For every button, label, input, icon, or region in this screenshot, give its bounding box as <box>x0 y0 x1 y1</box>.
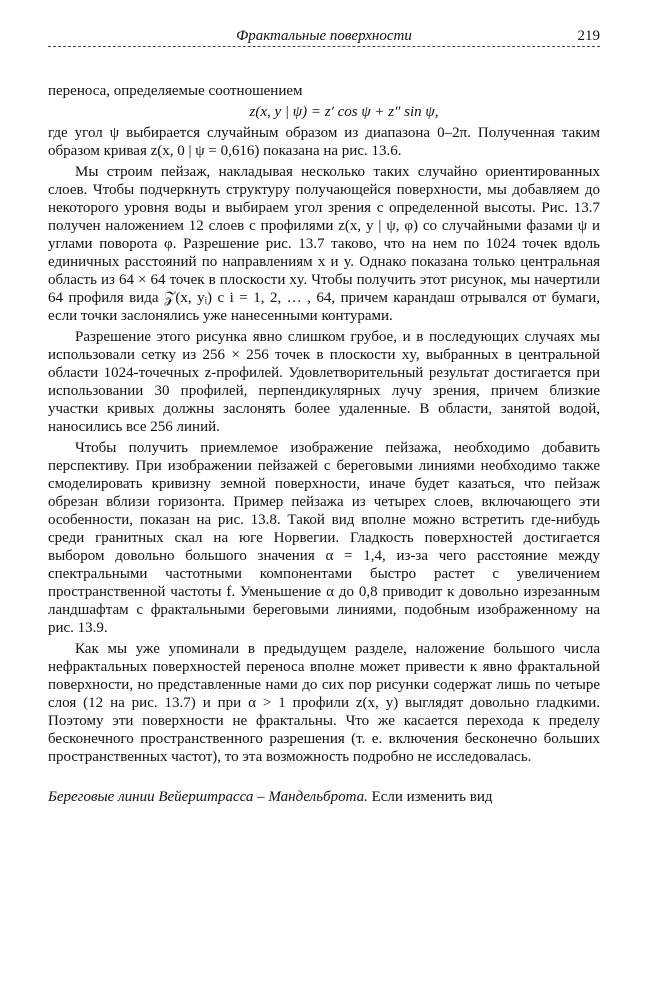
header-title: Фрактальные поверхности <box>48 28 600 45</box>
formula: z(x, y | ψ) = z′ cos ψ + z″ sin ψ, <box>249 104 439 120</box>
paragraph: Разрешение этого рисунка явно слишком грубое, и в последующих случаях мы использовали сетку из 256 × 256 точек в плоскости xy, выбранных в центральной области 1024-точечных z-профилей. Удовлетворительный результат достигается при использовании 30 профилей, перпендикулярных лучу зрения, причем близкие участки кривых должны заслонять более удаленные. В области, занятой водой, наносились все 256 линий. <box>48 329 600 435</box>
section-text: Если изменить вид <box>367 789 493 805</box>
body-text <box>48 82 600 809</box>
paragraph: Чтобы получить приемлемое изображение пейзажа, необходимо добавить перспективу. При изображении пейзажей с береговыми линиями необходимо также смоделировать кривизну земной поверхности, иначе будет казаться, что пейзаж обрезан вблизи горизонта. Пример пейзажа из четырех слоев, включающего эти особенности, показан на рис. 13.8. Такой вид вполне можно встретить где-нибудь среди гранитных скал на юге Норвегии. Гладкость поверхностей достигается выбором довольно большого значения α = 1,4, из-за чего расстояние между спектральными частотными компонентами быстро растет с увеличением пространственной частоты f. Уменьшение α до 0,8 приводит к довольно изрезанным ландшафтам с фрактальными береговыми линиями, подобным изображенному на рис. 13.9. <box>48 440 600 636</box>
page-number: 219 <box>572 28 601 45</box>
header-rule <box>48 46 600 47</box>
paragraph: где угол ψ выбирается случайным образом из диапазона 0–2π. Полученная таким образом кривая z(x, 0 | ψ = 0,616) показана на рис. 13.6. <box>48 125 600 159</box>
section-run-in-heading: Береговые линии Вейерштрасса – Мандельброта. <box>48 789 368 805</box>
paragraph: Как мы уже упоминали в предыдущем разделе, наложение большого числа нефрактальных поверхностей переноса вполне может привести к явно фрактальной поверхности, но представленные нами до сих пор рисунки содержат лишь по четыре слоя (12 на рис. 13.7) и при α > 1 профили z(x, y) выглядят довольно гладкими. Поэтому эти поверхности не фрактальны. Что же касается перехода к пределу бесконечного пространственного разрешения (т. е. включения бесконечно больших пространственных частот), то эта возможность подробно не исследовалась. <box>48 641 600 765</box>
paragraph-continuation: переноса, определяемые соотношением <box>48 83 303 99</box>
paragraph: Мы строим пейзаж, накладывая несколько таких случайно ориентированных слоев. Чтобы подчеркнуть структуру получающейся поверхности, мы добавляем до некоторого уровня воды и выбираем угол зрения с определенной высоты. Рис. 13.7 получен наложением 12 слоев с профилями z(x, y | ψ, φ) со случайными фазами ψ и углами поворота φ. Разрешение рис. 13.7 таково, что на нем по 1024 точек вдоль единичных расстояний по направлениям x и y. Однако показана только центральная область из 64 × 64 точек в плоскости xy. Чтобы получить этот рисунок, мы начертили 64 профиля вида 𝒵(x, yᵢ) с i = 1, 2, … , 64, причем карандаш отрывался от бумаги, если точки заслонялись уже нанесенными контурами. <box>48 164 600 324</box>
running-header <box>48 28 600 52</box>
section-start <box>48 788 600 806</box>
